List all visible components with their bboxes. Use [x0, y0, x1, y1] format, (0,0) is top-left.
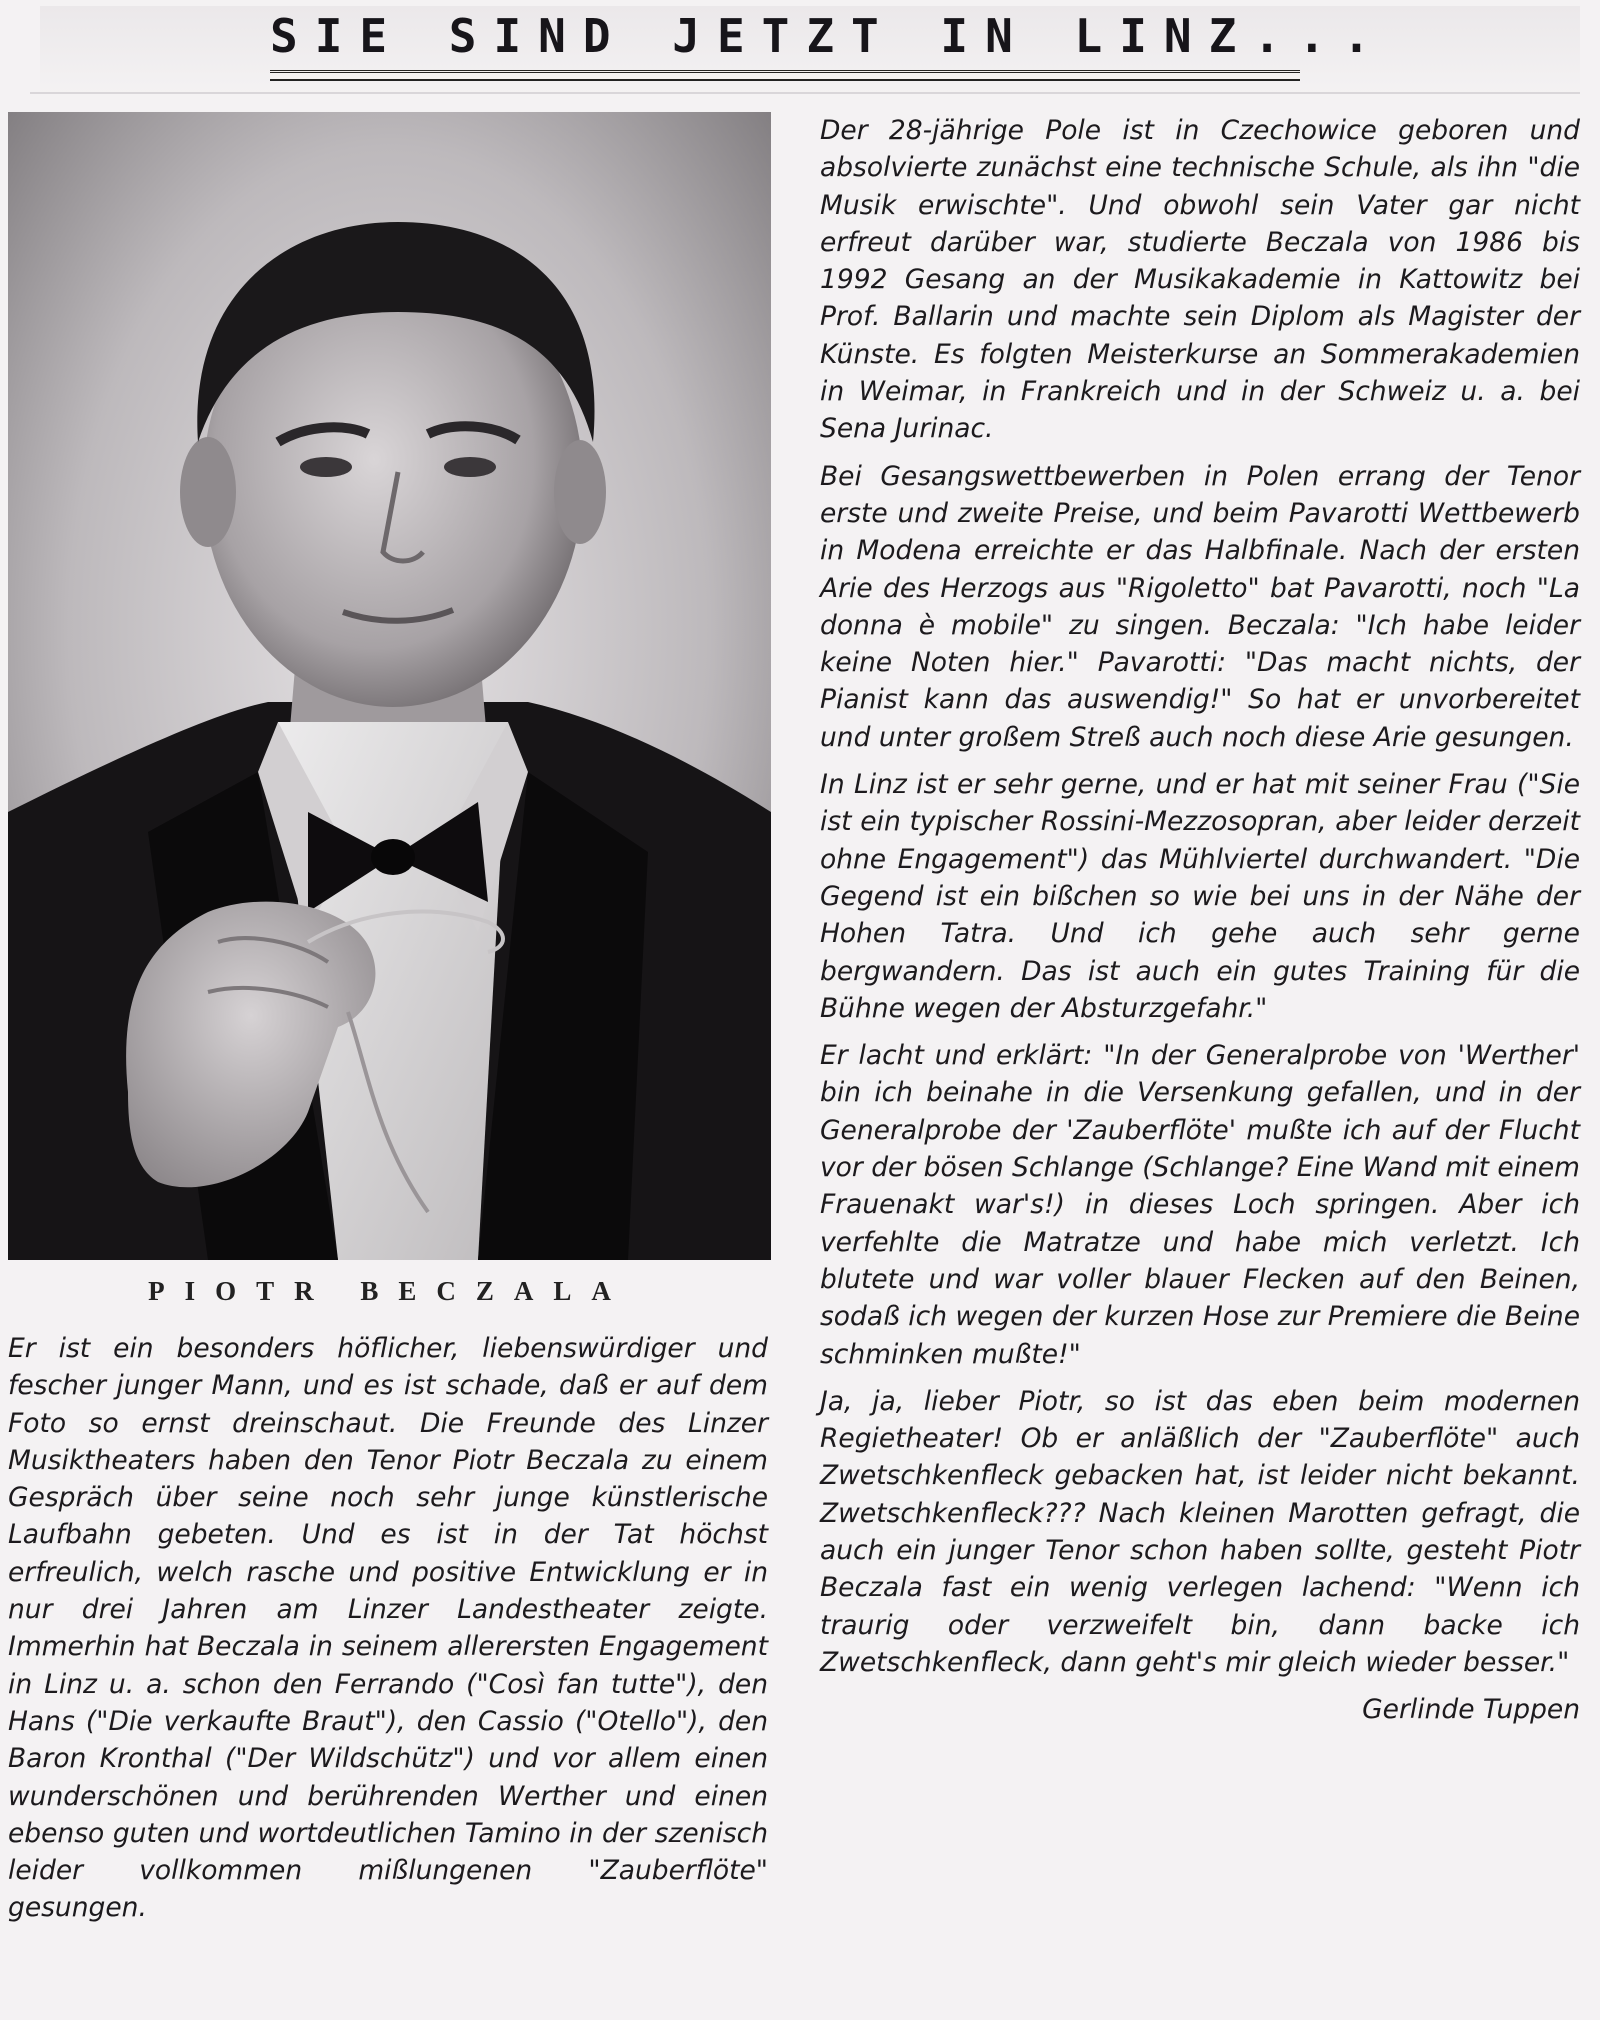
headline-block	[270, 8, 1388, 81]
right-column	[820, 112, 1580, 1738]
headline: SIE SIND JETZT IN LINZ...	[270, 9, 1388, 63]
intro-paragraph: Er ist ein besonders höflicher, liebenswürdiger und fescher junger Mann, und es ist schade, daß er auf dem Foto so ernst dreinschaut. Die Freunde des Linzer Musiktheaters haben den Tenor Piotr Beczala zu einem Gespräch über seine noch sehr junge künstlerische Laufbahn gebeten. Und es ist in der Tat höchst erfreulich, welch rasche und positive Entwicklung er in nur drei Jahren am Linzer Landestheater zeigte. Immerhin hat Beczala in seinem allerersten Engagement in Linz u. a. schon den Ferrando ("Così fan tutte"), den Hans ("Die verkaufte Braut"), den Cassio ("Otello"), den Baron Kronthal ("Der Wildschütz") und vor allem einen wunderschönen und berührenden Werther und einen ebenso guten und wortdeutlichen Tamino in der szenisch leider vollkommen mißlungenen "Zauberflöte" gesungen.	[8, 1333, 768, 1924]
portrait-photo	[8, 112, 771, 1260]
left-column	[8, 1330, 768, 1937]
author-byline: Gerlinde Tuppen	[1362, 1694, 1580, 1726]
body-paragraph: Der 28-jährige Pole ist in Czechowice geboren und absolvierte zunächst eine technische Schule, als ihn "die Musik erwischte". Und obwohl sein Vater gar nicht erfreut darüber war, studierte Beczala von 1986 bis 1992 Gesang an der Musikakademie in Kattowitz bei Prof. Ballarin und machte sein Diplom als Magister der Künste. Es folgten Meisterkurse an Sommerakademien in Weimar, in Frankreich und in der Schweiz u. a. bei Sena Jurinac.	[820, 115, 1580, 445]
body-paragraph: Bei Gesangswettbewerben in Polen errang der Tenor erste und zweite Preise, und beim Pavarotti Wettbewerb in Modena erreichte er das Halbfinale. Nach der ersten Arie des Herzogs aus "Rigoletto" bat Pavarotti, noch "La donna è mobile" zu singen. Beczala: "Ich habe leider keine Noten hier." Pavarotti: "Das macht nichts, der Pianist kann das auswendig!" So hat er unvorbereitet und unter großem Streß auch noch diese Arie gesungen.	[820, 460, 1580, 753]
body-paragraph: Er lacht und erklärt: "In der Generalprobe von 'Werther' bin ich beinahe in die Versenkung gefallen, und in der Generalprobe der 'Zauberflöte' mußte ich auf der Flucht vor der bösen Schlange (Schlange? Eine Wand mit einem Frauenakt war's!) in dieses Loch springen. Aber ich verfehlte die Matratze und habe mich verletzt. Ich blutete und war voller blauer Flecken auf den Beinen, sodaß ich wegen der kurzen Hose zur Premiere die Beine schminken mußte!"	[820, 1040, 1580, 1370]
photo-caption: PIOTR BECZALA	[148, 1276, 631, 1306]
headline-underline	[270, 70, 1300, 81]
body-paragraph: In Linz ist er sehr gerne, und er hat mit seiner Frau ("Sie ist ein typischer Rossini-Mezzosopran, aber leider derzeit ohne Engagement") das Mühlviertel durchwandert. "Die Gegend ist ein bißchen so wie bei uns in der Nähe der Hohen Tatra. Und ich gehe auch sehr gerne bergwandern. Das ist auch ein gutes Training für die Bühne wegen der Absturzgefahr."	[820, 769, 1580, 1024]
divider	[30, 92, 1580, 94]
body-paragraph: Ja, ja, lieber Piotr, so ist das eben beim modernen Regietheater! Ob er anläßlich der "Zauberflöte" auch Zwetschkenfleck gebacken hat, ist leider nicht bekannt. Zwetschkenfleck??? Nach kleinen Marotten gefragt, die auch ein junger Tenor schon haben sollte, gesteht Piotr Beczala fast ein wenig verlegen lachend: "Wenn ich traurig oder verzweifelt bin, dann backe ich Zwetschkenfleck, dann geht's mir gleich wieder besser."	[820, 1385, 1580, 1678]
